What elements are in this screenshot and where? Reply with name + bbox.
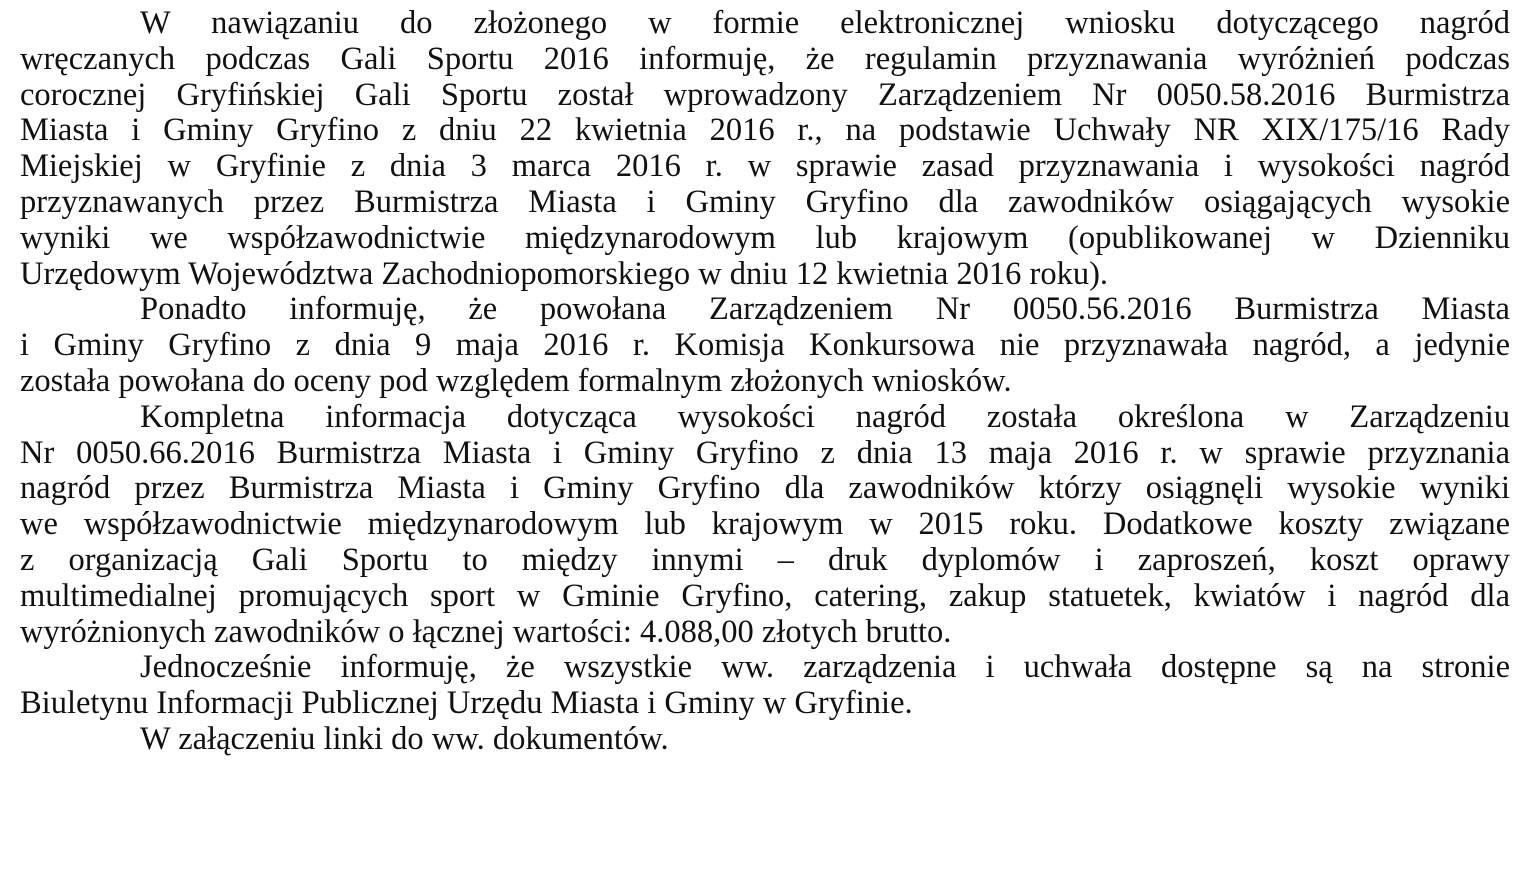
text-line: Miasta i Gminy Gryfino z dniu 22 kwietnia 2016 r., na podstawie Uchwały NR XIX/175/16 Rady [20, 112, 1510, 149]
text-line: Nr 0050.66.2016 Burmistrza Miasta i Gminy Gryfino z dnia 13 maja 2016 r. w sprawie przyznania [20, 434, 1510, 471]
text-line: z organizacją Gali Sportu to między innymi – druk dyplomów i zaproszeń, koszt oprawy [20, 541, 1510, 578]
paragraph-regulation [20, 6, 1510, 292]
text-line: Biuletynu Informacji Publicznej Urzędu Miasta i Gminy w Gryfinie. [20, 685, 913, 722]
paragraph-commission [20, 292, 1510, 399]
text-line: multimedialnej promujących sport w Gminie Gryfino, catering, zakup statuetek, kwiatów i nagród dla [20, 577, 1510, 614]
text-line: corocznej Gryfińskiej Gali Sportu został wprowadzony Zarządzeniem Nr 0050.58.2016 Burmistrza [20, 76, 1510, 113]
text-line: W nawiązaniu do złożonego w formie elektronicznej wniosku dotyczącego nagród [140, 5, 1510, 41]
text-line: Ponadto informuję, że powołana Zarządzeniem Nr 0050.56.2016 Burmistrza Miasta [140, 291, 1510, 328]
text-line: wyniki we współzawodnictwie międzynarodowym lub krajowym (opublikowanej w Dzienniku [20, 219, 1510, 256]
text-line: Miejskiej w Gryfinie z dnia 3 marca 2016 r. w sprawie zasad przyznawania i wysokości nagród [20, 148, 1510, 185]
text-line: Kompletna informacja dotycząca wysokości nagród została określona w Zarządzeniu [140, 398, 1510, 435]
letter-body [20, 6, 1510, 758]
paragraph-awards-costs [20, 400, 1510, 651]
text-line: Jednocześnie informuję, że wszystkie ww. zarządzenia i uchwała dostępne są na stronie [140, 649, 1510, 686]
text-line: wyróżnionych zawodników o łącznej wartości: 4.088,00 złotych brutto. [20, 613, 952, 650]
text-line: wręczanych podczas Gali Sportu 2016 informuję, że regulamin przyznawania wyróżnień podczas [20, 40, 1510, 77]
text-line: została powołana do oceny pod względem formalnym złożonych wniosków. [20, 362, 1012, 399]
paragraph-attachments [20, 722, 1510, 758]
text-line: przyznawanych przez Burmistrza Miasta i Gminy Gryfino dla zawodników osiągających wysokie [20, 183, 1510, 220]
text-line: i Gminy Gryfino z dnia 9 maja 2016 r. Komisja Konkursowa nie przyznawała nagród, a jedynie [20, 327, 1510, 364]
text-line: W załączeniu linki do ww. dokumentów. [140, 720, 669, 757]
text-line: we współzawodnictwie międzynarodowym lub krajowym w 2015 roku. Dodatkowe koszty związane [20, 506, 1510, 543]
paragraph-availability [20, 650, 1510, 722]
text-line: nagród przez Burmistrza Miasta i Gminy Gryfino dla zawodników którzy osiągnęli wysokie wyniki [20, 470, 1510, 507]
text-line: Urzędowym Województwa Zachodniopomorskiego w dniu 12 kwietnia 2016 roku). [20, 255, 1109, 292]
